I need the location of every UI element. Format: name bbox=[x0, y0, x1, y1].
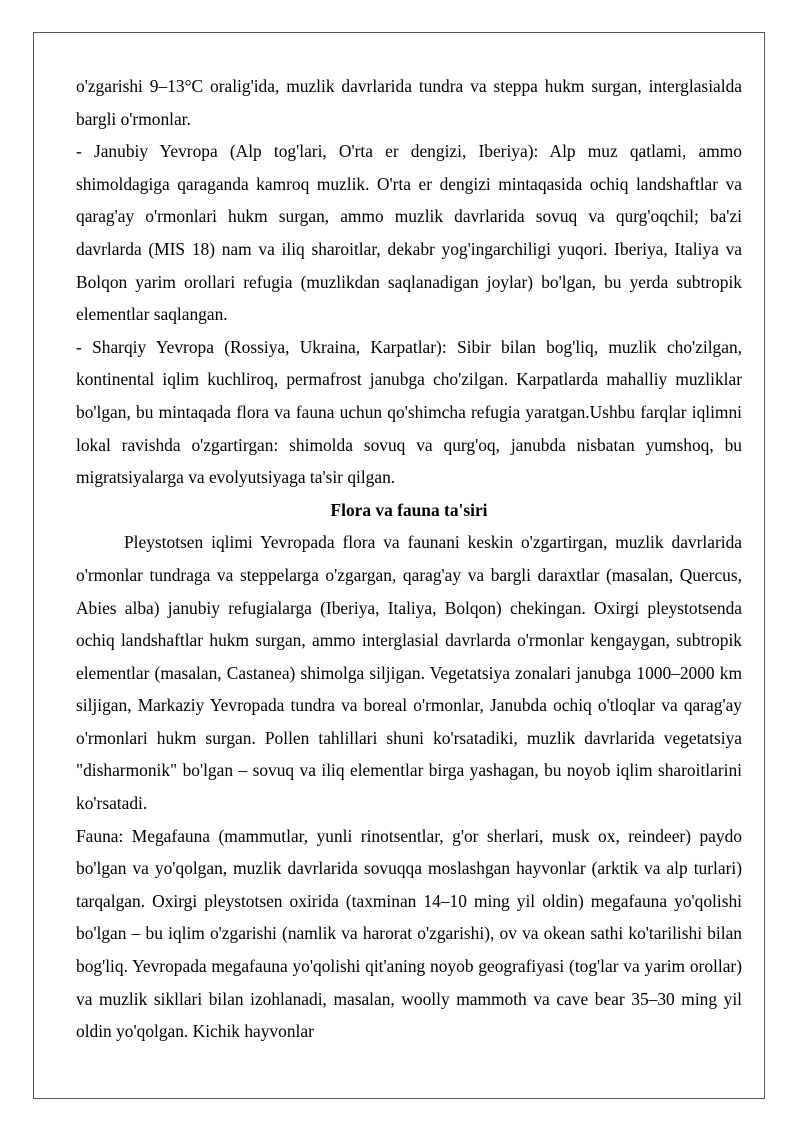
section-heading: Flora va fauna ta'siri bbox=[330, 499, 488, 520]
paragraph-climate-change-continuation: o'zgarishi 9–13°C oralig'ida, muzlik davrlarida tundra va steppa hukm surgan, interglasialda bargli o'rmonlar. bbox=[76, 76, 742, 129]
document-body bbox=[76, 70, 742, 1048]
paragraph-flora: Pleystotsen iqlimi Yevropada flora va faunani keskin o'zgartirgan, muzlik davrlarida o'rmonlar tundraga va steppelarga o'zgargan, qarag'ay va bargli daraxtlar (masalan, Quercus, Abies alba) janubiy refugialarga (Iberiya, Italiya, Bolqon) chekingan. Oxirgi pleystotsenda ochiq landshaftlar hukm surgan, ammo interglasial davrlarda o'rmonlar kengaygan, subtropik elementlar (masalan, Castanea) shimolga siljigan. Vegetatsiya zonalari janubga 1000–2000 km siljigan, Markaziy Yevropada tundra va boreal o'rmonlar, Janubda ochiq o'tloqlar va qarag'ay o'rmonlari hukm surgan. Pollen tahlillari shuni ko'rsatadiki, muzlik davrlarida vegetatsiya "disharmonik" bo'lgan – sovuq va iliq elementlar birga yashagan, bu noyob iqlim sharoitlarini ko'rsatadi. bbox=[76, 532, 742, 814]
paragraph-eastern-europe: - Sharqiy Yevropa (Rossiya, Ukraina, Karpatlar): Sibir bilan bog'liq, muzlik cho'zilgan, kontinental iqlim kuchliroq, permafrost janubga cho'zilgan. Karpatlarda mahalliy muzliklar bo'lgan, bu mintaqada flora va fauna uchun qo'shimcha refugia yaratgan.Ushbu farqlar iqlimni lokal ravishda o'zgartirgan: shimolda sovuq va qurg'oq, janubda nisbatan yumshoq, bu migratsiyalarga va evolyutsiyaga ta'sir qilgan. bbox=[76, 336, 742, 488]
paragraph-southern-europe: - Janubiy Yevropa (Alp tog'lari, O'rta er dengizi, Iberiya): Alp muz qatlami, ammo shimoldagiga qaraganda kamroq muzlik. O'rta er dengizi mintaqasida ochiq landshaftlar va qarag'ay o'rmonlari hukm surgan, ammo muzlik davrlarida sovuq va qurg'oqchil; ba'zi davrlarda (MIS 18) nam va iliq sharoitlar, dekabr yog'ingarchiligi yuqori. Iberiya, Italiya va Bolqon yarim orollari refugia (muzlikdan saqlanadigan joylar) bo'lgan, bu yerda subtropik elementlar saqlangan. bbox=[76, 141, 742, 325]
paragraph-fauna: Fauna: Megafauna (mammutlar, yunli rinotsentlar, g'or sherlari, musk ox, reindeer) paydo bo'lgan va yo'qolgan, muzlik davrlarida sovuqqa moslashgan hayvonlar (arktik va alp turlari) tarqalgan. Oxirgi pleystotsen oxirida (taxminan 14–10 ming yil oldin) megafauna yo'qolishi bo'lgan – bu iqlim o'zgarishi (namlik va harorat o'zgarishi), ov va okean sathi ko'tarilishi bilan bog'liq. Yevropada megafauna yo'qolishi qit'aning noyob geografiyasi (tog'lar va yarim orollar) va muzlik sikllari bilan izohlanadi, masalan, woolly mammoth va cave bear 35–30 ming yil oldin yo'qolgan. Kichik hayvonlar bbox=[76, 825, 742, 1042]
